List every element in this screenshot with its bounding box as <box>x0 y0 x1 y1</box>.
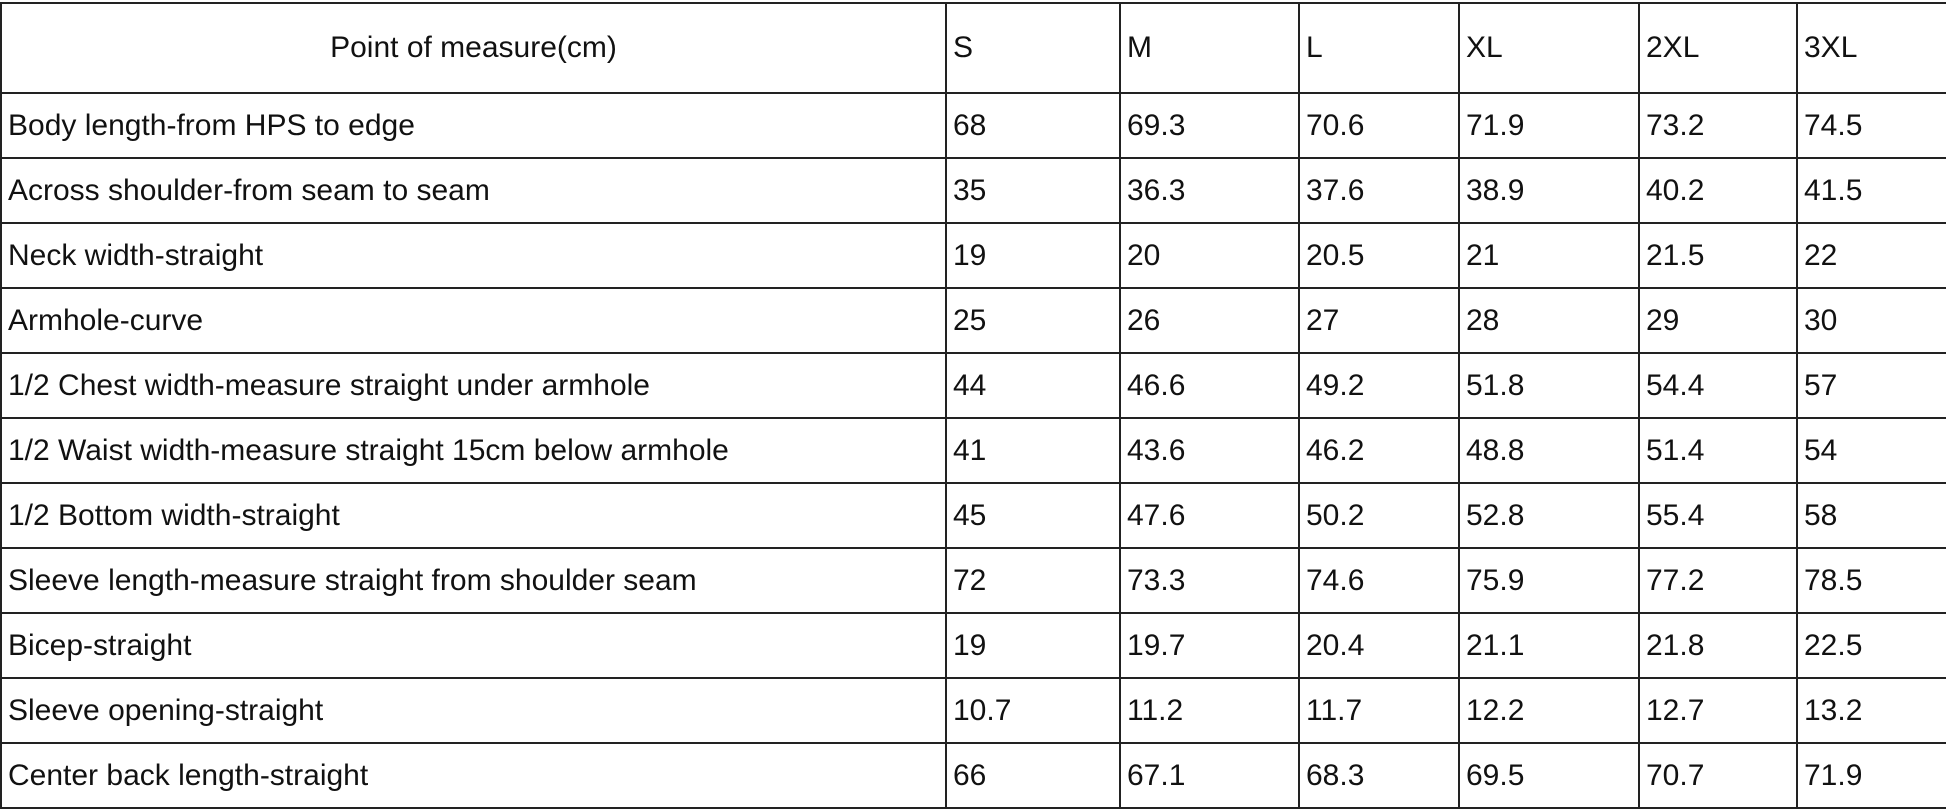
value-cell: 49.2 <box>1299 353 1459 418</box>
value-cell: 58 <box>1797 483 1946 548</box>
value-cell: 12.7 <box>1639 678 1797 743</box>
value-cell: 54.4 <box>1639 353 1797 418</box>
value-cell: 68 <box>946 93 1120 158</box>
value-cell: 19 <box>946 223 1120 288</box>
value-cell: 19 <box>946 613 1120 678</box>
value-cell: 48.8 <box>1459 418 1639 483</box>
value-cell: 51.8 <box>1459 353 1639 418</box>
value-cell: 69.3 <box>1120 93 1299 158</box>
value-cell: 70.7 <box>1639 743 1797 808</box>
table-row <box>1 483 1946 548</box>
value-cell: 51.4 <box>1639 418 1797 483</box>
value-cell: 25 <box>946 288 1120 353</box>
table-row <box>1 418 1946 483</box>
value-cell: 46.6 <box>1120 353 1299 418</box>
value-cell: 11.7 <box>1299 678 1459 743</box>
size-header-2xl: 2XL <box>1639 3 1797 93</box>
value-cell: 20.5 <box>1299 223 1459 288</box>
value-cell: 21 <box>1459 223 1639 288</box>
value-cell: 78.5 <box>1797 548 1946 613</box>
table-row <box>1 548 1946 613</box>
value-cell: 21.8 <box>1639 613 1797 678</box>
value-cell: 73.3 <box>1120 548 1299 613</box>
value-cell: 55.4 <box>1639 483 1797 548</box>
value-cell: 74.5 <box>1797 93 1946 158</box>
value-cell: 57 <box>1797 353 1946 418</box>
value-cell: 54 <box>1797 418 1946 483</box>
table-row <box>1 353 1946 418</box>
value-cell: 68.3 <box>1299 743 1459 808</box>
measure-label: Body length-from HPS to edge <box>1 93 946 158</box>
value-cell: 19.7 <box>1120 613 1299 678</box>
measure-label: 1/2 Chest width-measure straight under armhole <box>1 353 946 418</box>
value-cell: 13.2 <box>1797 678 1946 743</box>
size-chart-table <box>0 2 1946 809</box>
value-cell: 41.5 <box>1797 158 1946 223</box>
measure-label: 1/2 Waist width-measure straight 15cm below armhole <box>1 418 946 483</box>
value-cell: 21.5 <box>1639 223 1797 288</box>
value-cell: 10.7 <box>946 678 1120 743</box>
value-cell: 38.9 <box>1459 158 1639 223</box>
value-cell: 72 <box>946 548 1120 613</box>
table-row <box>1 288 1946 353</box>
value-cell: 75.9 <box>1459 548 1639 613</box>
value-cell: 22 <box>1797 223 1946 288</box>
table-row <box>1 93 1946 158</box>
table-row <box>1 223 1946 288</box>
measure-label: Sleeve length-measure straight from shoulder seam <box>1 548 946 613</box>
value-cell: 37.6 <box>1299 158 1459 223</box>
header-row <box>1 3 1946 93</box>
value-cell: 50.2 <box>1299 483 1459 548</box>
value-cell: 45 <box>946 483 1120 548</box>
value-cell: 11.2 <box>1120 678 1299 743</box>
value-cell: 35 <box>946 158 1120 223</box>
value-cell: 22.5 <box>1797 613 1946 678</box>
measure-label: Neck width-straight <box>1 223 946 288</box>
value-cell: 67.1 <box>1120 743 1299 808</box>
value-cell: 71.9 <box>1797 743 1946 808</box>
value-cell: 40.2 <box>1639 158 1797 223</box>
value-cell: 71.9 <box>1459 93 1639 158</box>
table-row <box>1 613 1946 678</box>
value-cell: 20 <box>1120 223 1299 288</box>
value-cell: 43.6 <box>1120 418 1299 483</box>
measure-label: Sleeve opening-straight <box>1 678 946 743</box>
measure-label: Armhole-curve <box>1 288 946 353</box>
value-cell: 21.1 <box>1459 613 1639 678</box>
value-cell: 70.6 <box>1299 93 1459 158</box>
value-cell: 28 <box>1459 288 1639 353</box>
size-header-s: S <box>946 3 1120 93</box>
value-cell: 44 <box>946 353 1120 418</box>
measure-label: Across shoulder-from seam to seam <box>1 158 946 223</box>
value-cell: 66 <box>946 743 1120 808</box>
measure-label: Center back length-straight <box>1 743 946 808</box>
value-cell: 36.3 <box>1120 158 1299 223</box>
table-row <box>1 743 1946 808</box>
value-cell: 26 <box>1120 288 1299 353</box>
value-cell: 20.4 <box>1299 613 1459 678</box>
measure-label: Bicep-straight <box>1 613 946 678</box>
value-cell: 77.2 <box>1639 548 1797 613</box>
value-cell: 47.6 <box>1120 483 1299 548</box>
value-cell: 74.6 <box>1299 548 1459 613</box>
value-cell: 41 <box>946 418 1120 483</box>
size-header-m: M <box>1120 3 1299 93</box>
value-cell: 52.8 <box>1459 483 1639 548</box>
size-header-3xl: 3XL <box>1797 3 1946 93</box>
table-row <box>1 678 1946 743</box>
table-row <box>1 158 1946 223</box>
value-cell: 69.5 <box>1459 743 1639 808</box>
value-cell: 30 <box>1797 288 1946 353</box>
size-header-xl: XL <box>1459 3 1639 93</box>
value-cell: 12.2 <box>1459 678 1639 743</box>
value-cell: 46.2 <box>1299 418 1459 483</box>
value-cell: 27 <box>1299 288 1459 353</box>
measure-label: 1/2 Bottom width-straight <box>1 483 946 548</box>
size-header-l: L <box>1299 3 1459 93</box>
point-of-measure-header: Point of measure(cm) <box>1 3 946 93</box>
value-cell: 29 <box>1639 288 1797 353</box>
value-cell: 73.2 <box>1639 93 1797 158</box>
